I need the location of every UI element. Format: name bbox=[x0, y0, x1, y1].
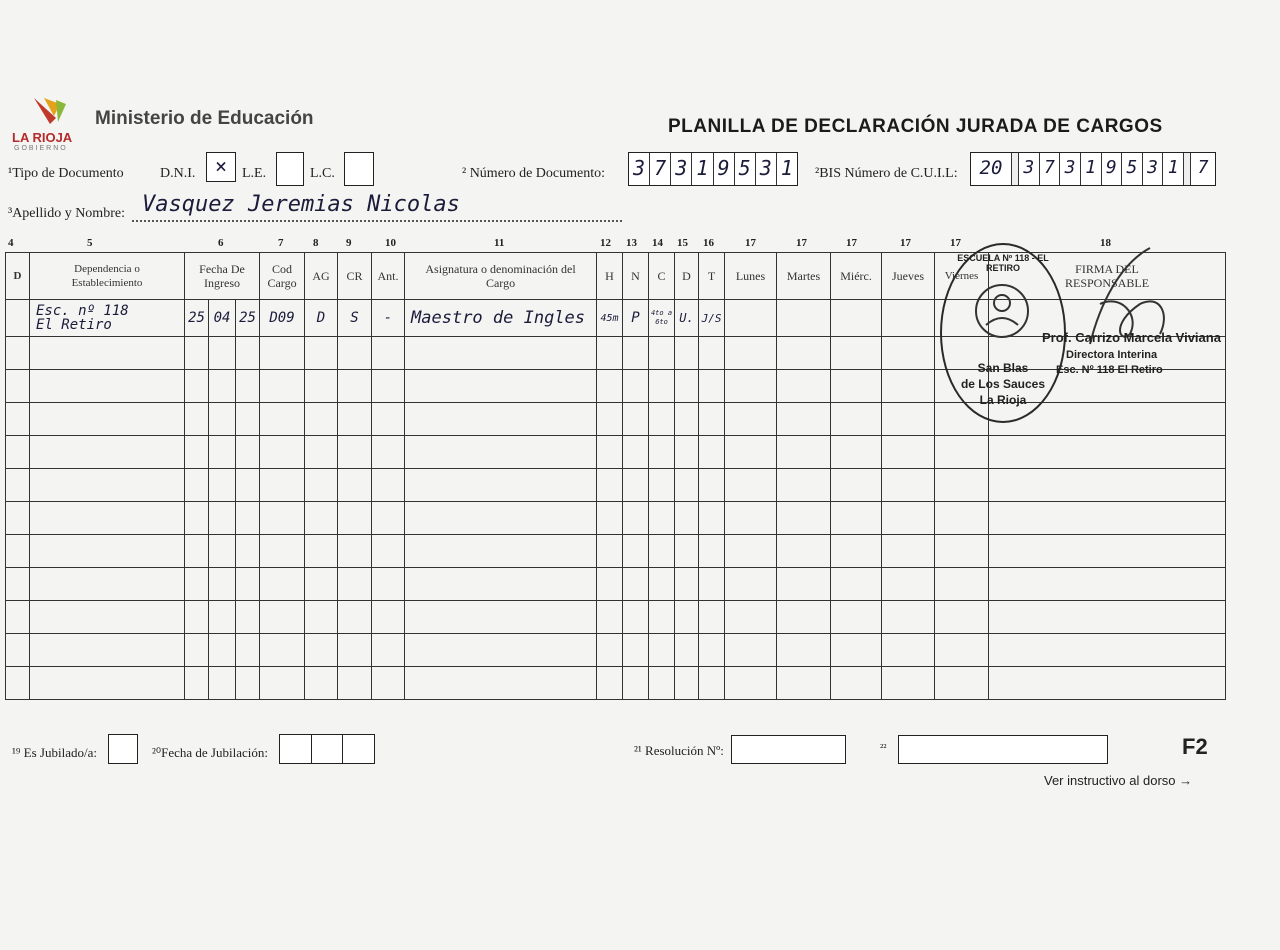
le-label: L.E. bbox=[242, 166, 267, 181]
cell-cr[interactable]: S bbox=[338, 300, 372, 337]
doc-digit: 5 bbox=[735, 153, 756, 185]
signature-school: Esc. Nº 118 El Retiro bbox=[1056, 364, 1163, 376]
form-code: F2 bbox=[1182, 734, 1208, 759]
cell-d2[interactable]: U. bbox=[675, 300, 699, 337]
doc-digit: 7 bbox=[650, 153, 671, 185]
cuil-digit: 5 bbox=[1122, 153, 1143, 185]
cell-dependencia[interactable] bbox=[30, 300, 185, 337]
col-number: 15 bbox=[677, 237, 688, 249]
col-number: 6 bbox=[218, 237, 224, 249]
resolucion-field[interactable] bbox=[731, 735, 846, 764]
col-header-d: D bbox=[6, 253, 30, 300]
seal-line: La Rioja bbox=[979, 393, 1027, 407]
cell-jueves[interactable] bbox=[882, 300, 935, 337]
cuil-digit: 7 bbox=[1040, 153, 1061, 185]
name-value: Vasquez Jeremias Nicolas bbox=[142, 192, 460, 217]
cuil-digit: 1 bbox=[1081, 153, 1102, 185]
table-row bbox=[6, 667, 1226, 700]
col-number: 5 bbox=[87, 237, 93, 249]
table-row bbox=[6, 568, 1226, 601]
col-header-h: H bbox=[597, 253, 623, 300]
col-number: 17 bbox=[950, 237, 961, 249]
col-header-jueves: Jueves bbox=[882, 253, 935, 300]
cuil-digit: 9 bbox=[1102, 153, 1123, 185]
col-header-dependencia: Dependencia o Establecimiento bbox=[30, 253, 185, 300]
col-number: 7 bbox=[278, 237, 284, 249]
col-header-fecha: Fecha De Ingreso bbox=[185, 253, 260, 300]
col-number: 17 bbox=[900, 237, 911, 249]
col-header-asignatura: Asignatura o denominación del Cargo bbox=[405, 253, 597, 300]
col-number: 11 bbox=[494, 237, 505, 249]
col-number: 18 bbox=[1100, 237, 1111, 249]
seal-top-text: ESCUELA Nº 118 - EL RETIRO bbox=[957, 253, 1049, 273]
table-row bbox=[6, 469, 1226, 502]
cell-c[interactable]: 4to a 6to bbox=[649, 300, 675, 337]
col-number: 8 bbox=[313, 237, 319, 249]
cell-n[interactable]: P bbox=[623, 300, 649, 337]
cuil-field[interactable] bbox=[970, 152, 1216, 186]
fecha-jubilacion-field[interactable] bbox=[279, 734, 375, 764]
instructivo-link[interactable]: Ver instructivo al dorso → bbox=[1044, 773, 1193, 788]
cell-ant[interactable]: - bbox=[372, 300, 405, 337]
col-header-martes: Martes bbox=[777, 253, 831, 300]
field-22[interactable] bbox=[898, 735, 1108, 764]
col-header-d2: D bbox=[675, 253, 699, 300]
logo-text: LA RIOJA bbox=[12, 130, 73, 145]
name-label: ³Apellido y Nombre: bbox=[8, 206, 125, 221]
cuil-check-digit: 7 bbox=[1197, 157, 1209, 178]
jubilado-checkbox[interactable] bbox=[108, 734, 138, 764]
col-header-viernes: Viernes bbox=[935, 253, 989, 300]
col-number: 9 bbox=[346, 237, 352, 249]
table-row bbox=[6, 502, 1226, 535]
form-title: PLANILLA DE DECLARACIÓN JURADA DE CARGOS bbox=[668, 116, 1163, 137]
table-row bbox=[6, 403, 1226, 436]
resolucion-label: ²¹ Resolución Nº: bbox=[634, 743, 724, 758]
cell-ag[interactable]: D bbox=[305, 300, 338, 337]
cell-martes[interactable] bbox=[777, 300, 831, 337]
logo-subtext: GOBIERNO bbox=[14, 145, 68, 152]
doc-digit: 9 bbox=[714, 153, 735, 185]
col-number: 13 bbox=[626, 237, 637, 249]
col-number: 14 bbox=[652, 237, 663, 249]
table-row bbox=[6, 436, 1226, 469]
dni-checkbox[interactable] bbox=[206, 152, 236, 182]
cell-fecha-mes[interactable]: 04 bbox=[209, 300, 236, 337]
seal-line: San Blas bbox=[977, 361, 1029, 375]
doc-type-label: ¹Tipo de Documento bbox=[8, 166, 124, 181]
col-header-c: C bbox=[649, 253, 675, 300]
cell-fecha-dia[interactable]: 25 bbox=[185, 300, 209, 337]
signature-name: Prof. Carrizo Marcela Viviana bbox=[1042, 330, 1221, 345]
name-field[interactable] bbox=[132, 192, 622, 222]
col-header-t: T bbox=[699, 253, 725, 300]
doc-digit: 1 bbox=[780, 156, 793, 180]
dependencia-line: El Retiro bbox=[36, 317, 112, 333]
cuil-digit: 3 bbox=[1019, 153, 1040, 185]
col-header-miercoles: Miérc. bbox=[831, 253, 882, 300]
col-header-ant: Ant. bbox=[372, 253, 405, 300]
col-number: 4 bbox=[8, 237, 14, 249]
signature-role: Directora Interina bbox=[1066, 349, 1158, 361]
table-row bbox=[6, 535, 1226, 568]
cuil-prefix: 20 bbox=[971, 153, 1012, 185]
doc-digit: 3 bbox=[671, 153, 692, 185]
lc-label: L.C. bbox=[310, 166, 335, 181]
col-number: 17 bbox=[846, 237, 857, 249]
cell-h[interactable]: 45m bbox=[597, 300, 623, 337]
col-header-ag: AG bbox=[305, 253, 338, 300]
cell-lunes[interactable] bbox=[725, 300, 777, 337]
logo bbox=[12, 96, 88, 156]
cuil-label: ²BIS Número de C.U.I.L: bbox=[815, 166, 958, 181]
doc-digit: 3 bbox=[756, 153, 777, 185]
col-header-n: N bbox=[623, 253, 649, 300]
fecha-jubilacion-label: ²⁰Fecha de Jubilación: bbox=[152, 745, 268, 760]
cuil-digit: 1 bbox=[1163, 153, 1184, 185]
cell-cod[interactable]: D09 bbox=[260, 300, 305, 337]
col-number: 12 bbox=[600, 237, 611, 249]
ministry-title: Ministerio de Educación bbox=[95, 108, 314, 129]
cell-fecha-anio[interactable]: 25 bbox=[236, 300, 260, 337]
le-checkbox[interactable] bbox=[276, 152, 304, 186]
cell-miercoles[interactable] bbox=[831, 300, 882, 337]
seal-emblem-icon bbox=[972, 281, 1032, 341]
doc-number-field[interactable] bbox=[628, 152, 798, 186]
lc-checkbox[interactable] bbox=[344, 152, 374, 186]
dependencia-line: Esc. nº 118 bbox=[36, 303, 129, 319]
doc-number-label: ² Número de Documento: bbox=[462, 166, 605, 181]
la-rioja-logo-icon bbox=[30, 96, 70, 130]
doc-digit: 1 bbox=[692, 153, 713, 185]
col-header-cr: CR bbox=[338, 253, 372, 300]
col-number: 16 bbox=[703, 237, 714, 249]
col-number: 17 bbox=[796, 237, 807, 249]
dni-label: D.N.I. bbox=[160, 166, 196, 181]
table-row bbox=[6, 601, 1226, 634]
seal-line: de Los Sauces bbox=[960, 377, 1046, 391]
dni-mark: × bbox=[214, 154, 228, 178]
table-row bbox=[6, 634, 1226, 667]
cell-t[interactable]: J/S bbox=[699, 300, 725, 337]
jubilado-label: ¹⁹ Es Jubilado/a: bbox=[12, 745, 97, 760]
cuil-digit: 3 bbox=[1143, 153, 1164, 185]
field-22-label: ²² bbox=[880, 742, 887, 754]
col-number: 10 bbox=[385, 237, 396, 249]
cell-d[interactable] bbox=[6, 300, 30, 337]
cell-asignatura[interactable]: Maestro de Ingles bbox=[405, 300, 597, 337]
doc-digit: 3 bbox=[629, 153, 650, 185]
col-header-firma: FIRMA DEL RESPONSABLE bbox=[989, 253, 1226, 300]
cuil-digit: 3 bbox=[1060, 153, 1081, 185]
col-header-cod: Cod Cargo bbox=[260, 253, 305, 300]
col-number: 17 bbox=[745, 237, 756, 249]
col-header-lunes: Lunes bbox=[725, 253, 777, 300]
